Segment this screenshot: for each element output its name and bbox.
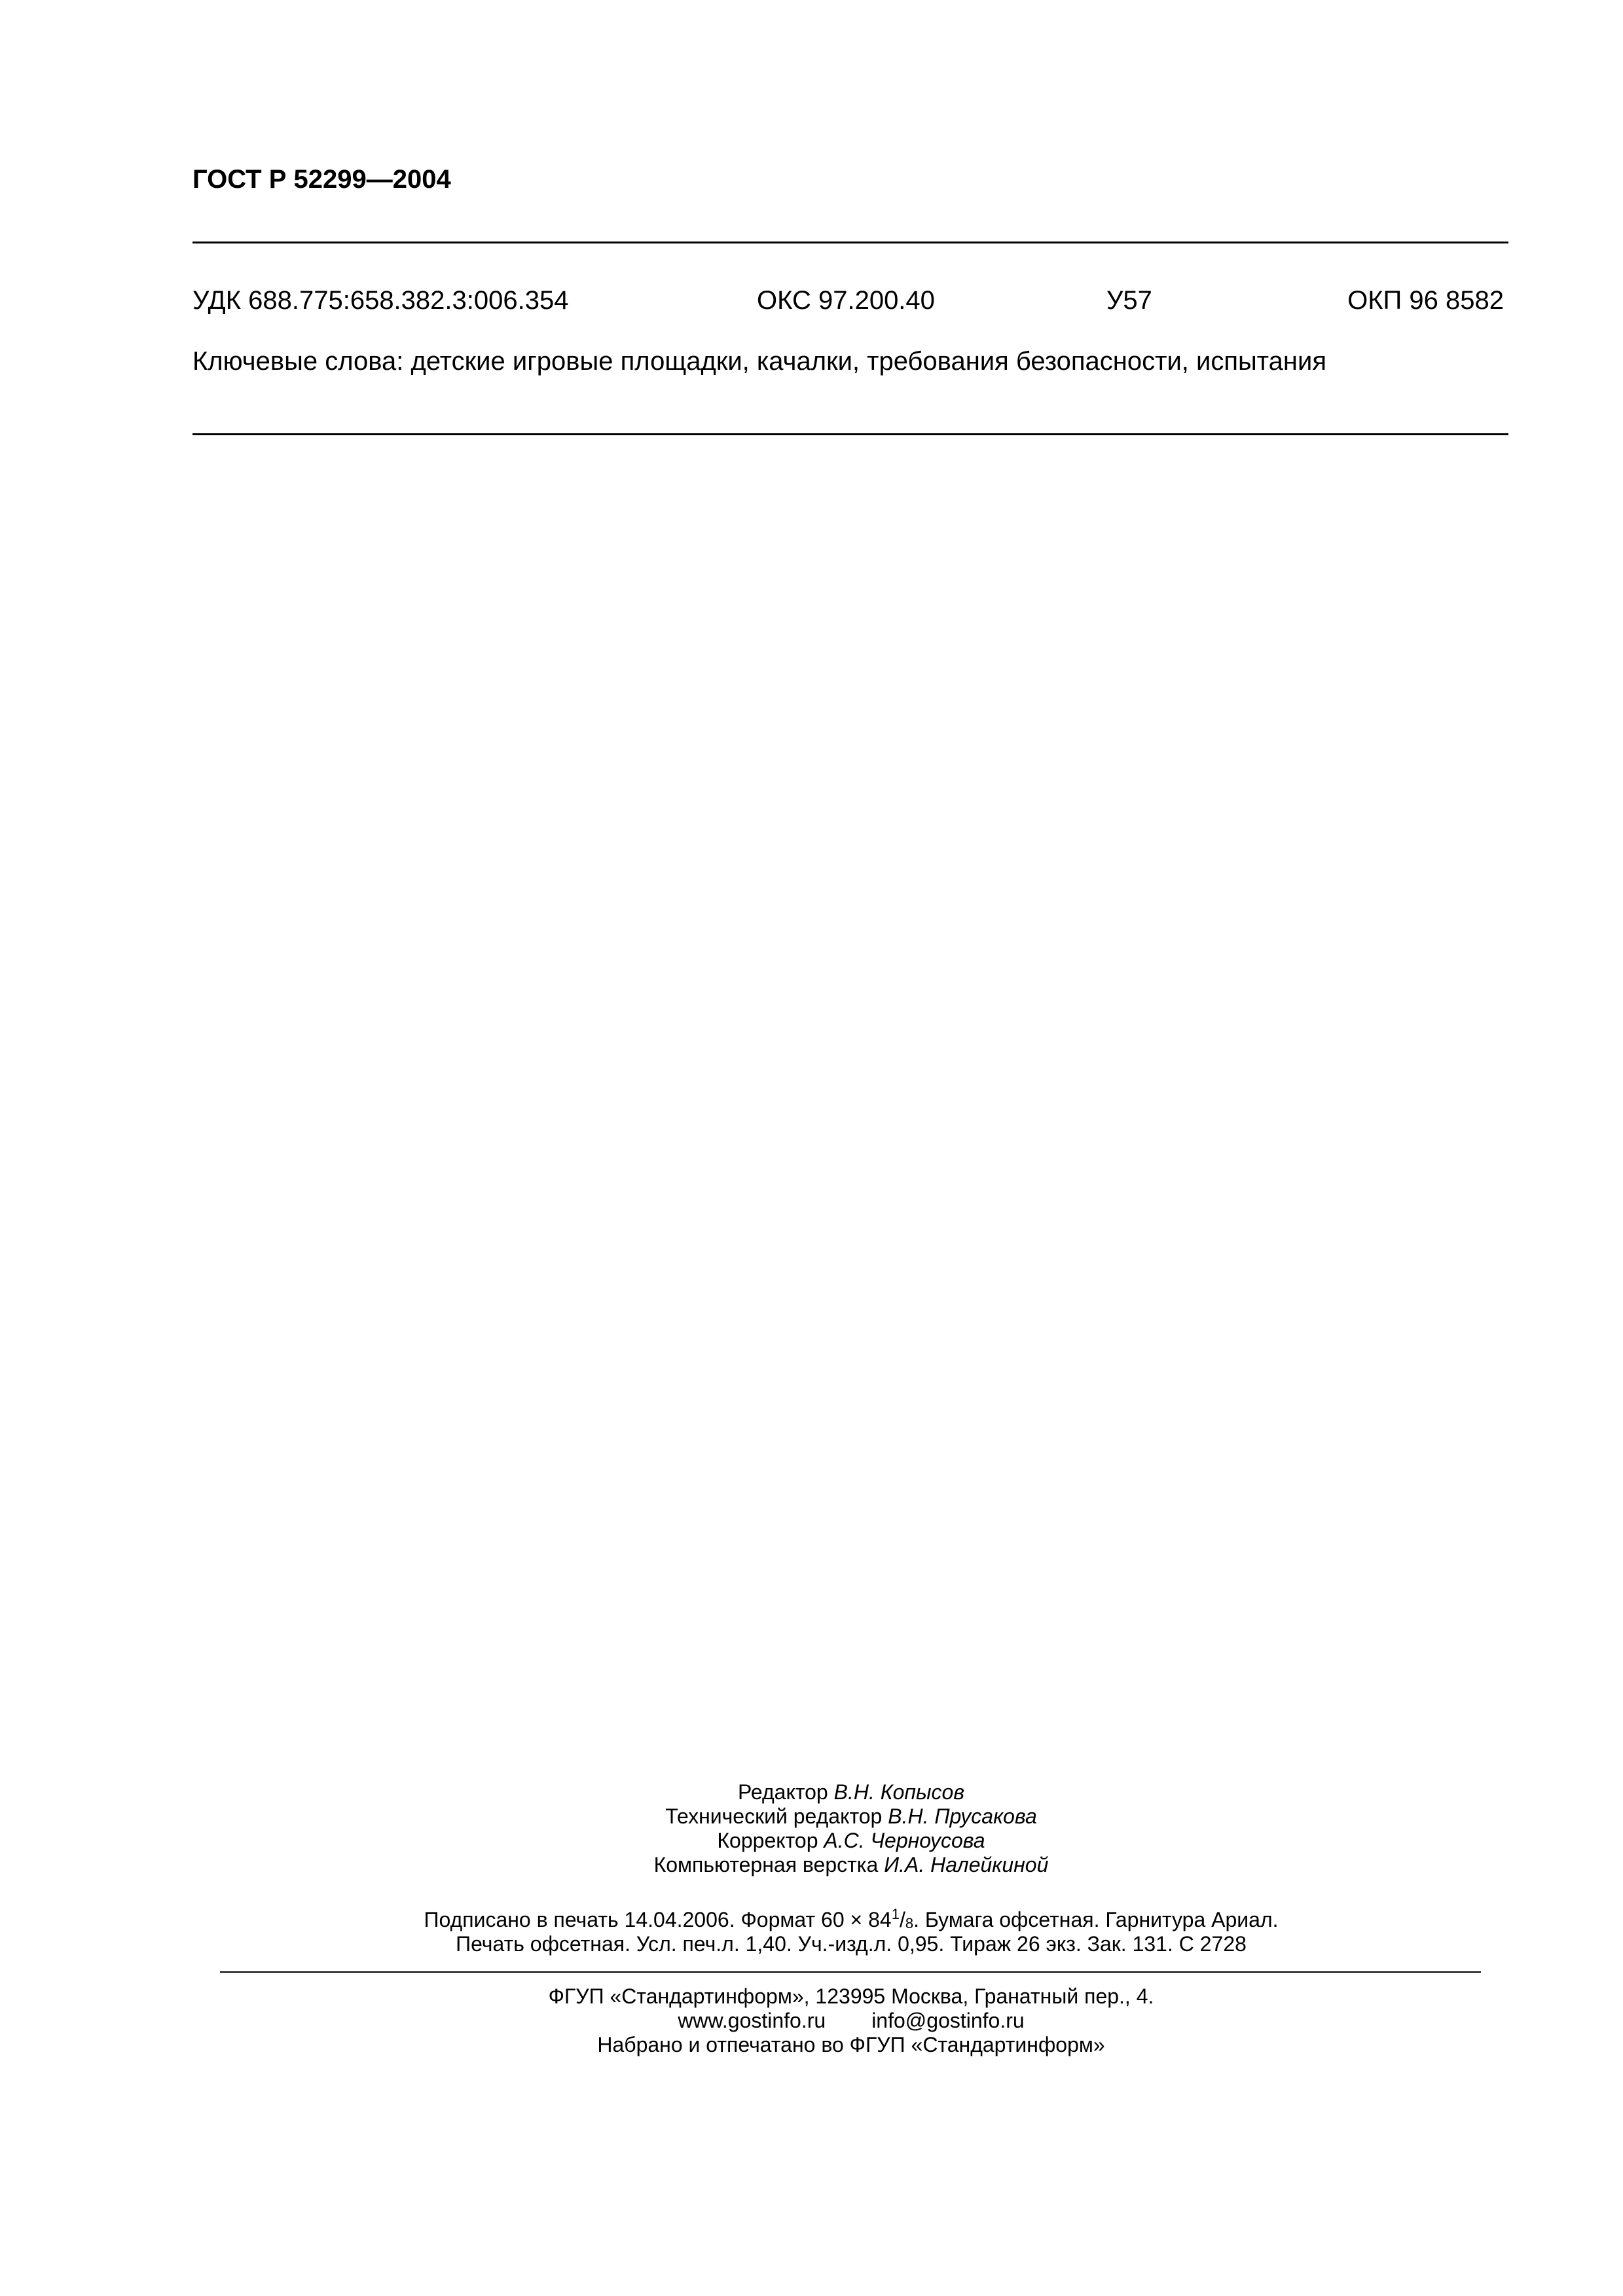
credit-name: В.Н. Прусакова xyxy=(888,1804,1037,1828)
document-code: ГОСТ Р 52299—2004 xyxy=(192,165,451,194)
format-numerator: 1 xyxy=(891,1906,900,1922)
print-signed-text: Подписано в печать 14.04.2006. Формат 60 × 84 xyxy=(424,1908,892,1931)
print-info-line-2: Печать офсетная. Усл. печ.л. 1,40. Уч.-изд.л. 0,95. Тираж 26 экз. Зак. 131. С 2728 xyxy=(456,1932,1247,1956)
credit-layout xyxy=(0,1853,1623,1877)
keywords-rule xyxy=(192,433,1508,435)
okp-code: ОКП 96 8582 xyxy=(1347,286,1504,315)
print-paper-text: . Бумага офсетная. Гарнитура Ариал. xyxy=(913,1908,1279,1931)
print-info xyxy=(0,1908,1623,1956)
oks-code: ОКС 97.200.40 xyxy=(757,286,935,315)
staff-credits xyxy=(0,1780,1623,1877)
header-rule xyxy=(192,242,1508,243)
print-info-line-1 xyxy=(0,1908,1623,1932)
publisher-address: ФГУП «Стандартинформ», 123995 Москва, Гранатный пер., 4. xyxy=(548,1984,1154,2008)
imprint-rule xyxy=(220,1971,1481,1973)
credit-name: И.А. Налейкиной xyxy=(884,1853,1049,1876)
udk-code: УДК 688.775:658.382.3:006.354 xyxy=(192,286,569,315)
format-denominator: 8 xyxy=(905,1915,914,1931)
credit-name: В.Н. Копысов xyxy=(833,1780,965,1804)
credit-role: Корректор xyxy=(717,1829,818,1852)
credit-editor xyxy=(0,1780,1623,1804)
group-code: У57 xyxy=(1106,286,1152,315)
publisher-info xyxy=(0,1984,1623,2057)
credit-tech-editor xyxy=(0,1804,1623,1829)
publisher-contacts xyxy=(0,2009,1623,2033)
publisher-website-link[interactable]: www.gostinfo.ru xyxy=(678,2009,826,2032)
credit-role: Редактор xyxy=(737,1780,828,1804)
keywords-line: Ключевые слова: детские игровые площадки, качалки, требования безопасности, испытания xyxy=(192,347,1326,376)
credit-proofreader xyxy=(0,1829,1623,1853)
credit-name: А.С. Черноусова xyxy=(824,1829,985,1852)
credit-role: Технический редактор xyxy=(665,1804,883,1828)
credit-role: Компьютерная верстка xyxy=(653,1853,879,1876)
publisher-printed-by: Набрано и отпечатано во ФГУП «Стандартинформ» xyxy=(597,2033,1105,2056)
format-slash: / xyxy=(899,1908,905,1931)
publisher-email-link[interactable]: info@gostinfo.ru xyxy=(871,2009,1025,2032)
